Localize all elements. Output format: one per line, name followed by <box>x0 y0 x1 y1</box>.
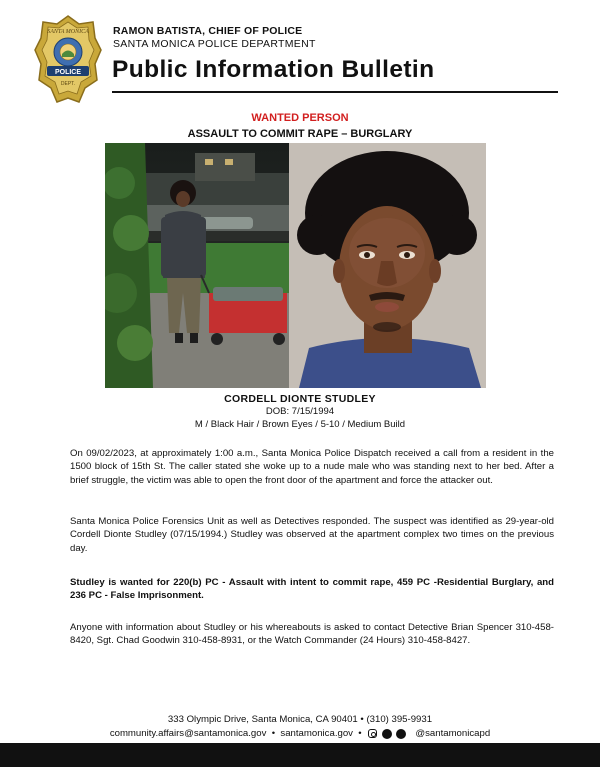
chief-of-police: RAMON BATISTA, CHIEF OF POLICE <box>113 25 303 37</box>
facebook-icon[interactable] <box>382 729 392 739</box>
incident-paragraph: On 09/02/2023, at approximately 1:00 a.m., Santa Monica Police Dispatch received a call from a resident in the 1500 block of 15th St. The caller stated she woke up to a nude male who was standing next to her bed. After a brief struggle, the victim was able to open the front door of the apartment and force the attacker out. <box>70 448 554 486</box>
instagram-icon[interactable] <box>368 729 377 738</box>
footer-bar <box>0 743 600 767</box>
investigation-paragraph: Santa Monica Police Forensics Unit as well as Detectives responded. The suspect was identified as 29-year-old Cordell Dionte Studley (07/15/1994.) Studley was observed at the apartment complex two times on the previous day. <box>70 516 554 554</box>
suspect-description: M / Black Hair / Brown Eyes / 5-10 / Medium Build <box>194 419 406 430</box>
badge-city-text: SANTA MONICA <box>47 29 89 35</box>
department-name: SANTA MONICA POLICE DEPARTMENT <box>113 38 316 50</box>
bulletin-title: Public Information Bulletin <box>112 56 435 83</box>
charge-heading: ASSAULT TO COMMIT RAPE – BURGLARY <box>187 128 413 140</box>
twitter-icon[interactable] <box>396 729 406 739</box>
footer-handle[interactable]: @santamonicapd <box>415 728 491 739</box>
footer-separator: • <box>355 728 365 739</box>
police-badge-logo <box>33 14 103 108</box>
badge-police-text: POLICE <box>54 69 82 76</box>
footer-email[interactable]: community.affairs@santamonica.gov <box>109 728 267 739</box>
footer-separator: • <box>269 728 278 739</box>
contact-paragraph: Anyone with information about Studley or his whereabouts is asked to contact Detective Brian Spencer 310-458-8420, Sgt. Chad Goodwin 310-458-8931, or the Watch Commander (24 Hours) 310-458-8427. <box>70 622 554 647</box>
suspect-name: CORDELL DIONTE STUDLEY <box>224 393 376 405</box>
suspect-dob: DOB: 7/15/1994 <box>265 406 335 417</box>
footer-address: 333 Olympic Drive, Santa Monica, CA 90401 • (310) 395-9931 <box>167 714 433 725</box>
header-rule <box>112 91 558 93</box>
charges-paragraph: Studley is wanted for 220(b) PC - Assault with intent to commit rape, 459 PC -Residential Burglary, and 236 PC - False Imprisonment. <box>70 577 554 602</box>
footer-contact-line <box>0 728 600 739</box>
footer-website[interactable]: santamonica.gov <box>280 728 353 739</box>
suspect-mugshot <box>289 143 486 388</box>
wanted-heading: WANTED PERSON <box>251 112 349 124</box>
suspect-photo-street <box>105 143 289 388</box>
badge-dept-text: DEPT. <box>60 81 76 87</box>
